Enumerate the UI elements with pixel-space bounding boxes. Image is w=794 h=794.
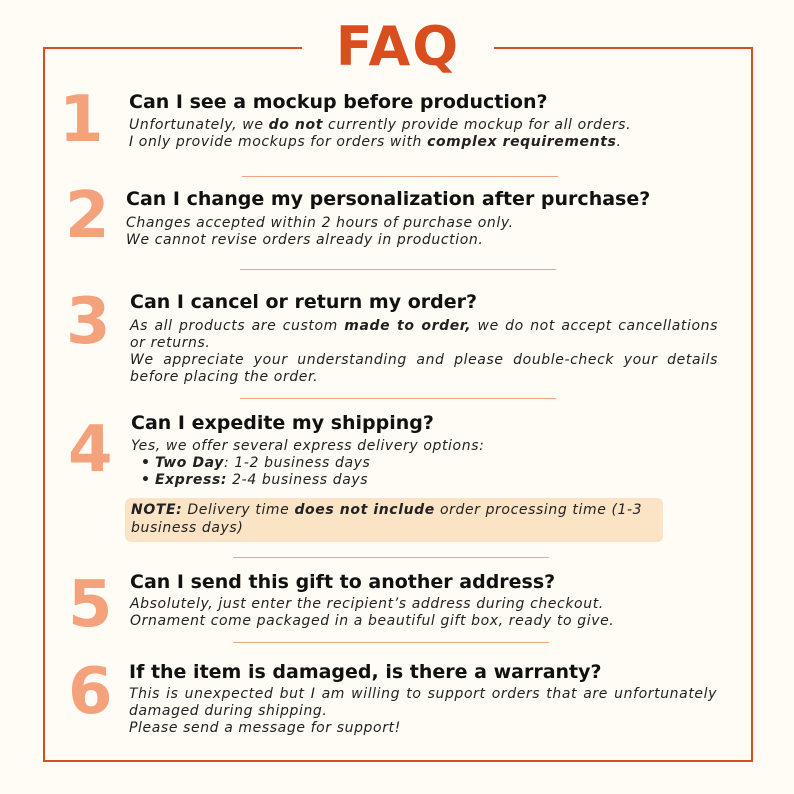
divider-1 xyxy=(242,176,558,177)
faq-answer-6: This is unexpected but I am willing to support orders that are unfortunately damaged during shipping. Please send a message for support! xyxy=(129,686,717,736)
faq-question-6: If the item is damaged, is there a warranty? xyxy=(129,661,602,683)
faq-question-3: Can I cancel or return my order? xyxy=(130,291,477,313)
faq-number-3: 3 xyxy=(66,285,111,359)
faq-number-2: 2 xyxy=(65,179,110,253)
shipping-note: NOTE: Delivery time does not include order processing time (1-3 business days) xyxy=(131,502,643,536)
faq-number-1: 1 xyxy=(59,83,104,157)
faq-number-6: 6 xyxy=(68,655,113,729)
page-title: FAQ xyxy=(335,15,461,78)
faq-answer-5: Absolutely, just enter the recipient’s address during checkout. Ornament come packaged in a beautiful gift box, ready to give. xyxy=(130,596,615,629)
divider-2 xyxy=(240,269,556,270)
faq-answer-4: Yes, we offer several express delivery options: • Two Day: 1-2 business days • Express: 2-4 business days xyxy=(131,438,651,489)
divider-5 xyxy=(233,642,549,643)
shipping-options-list xyxy=(131,455,651,489)
shipping-option-express: • Express: 2-4 business days xyxy=(141,472,651,489)
faq-answer-3: As all products are custom made to order, we do not accept cancellations or returns. We appreciate your understanding and please double-check your details before placing the order. xyxy=(130,318,718,385)
divider-4 xyxy=(233,557,549,558)
faq-question-2: Can I change my personalization after purchase? xyxy=(126,188,651,210)
faq-answer-1: Unfortunately, we do not currently provide mockup for all orders. I only provide mockups for orders with complex requirements. xyxy=(129,117,632,150)
faq-answer-2: Changes accepted within 2 hours of purchase only. We cannot revise orders already in production. xyxy=(126,215,514,248)
faq-question-5: Can I send this gift to another address? xyxy=(130,571,556,593)
shipping-option-two-day: • Two Day: 1-2 business days xyxy=(141,455,651,472)
faq-frame xyxy=(43,47,753,762)
faq-number-5: 5 xyxy=(68,568,113,642)
faq-question-4: Can I expedite my shipping? xyxy=(131,412,434,434)
faq-number-4: 4 xyxy=(68,413,113,487)
divider-3 xyxy=(240,398,556,399)
faq-question-1: Can I see a mockup before production? xyxy=(129,91,548,113)
